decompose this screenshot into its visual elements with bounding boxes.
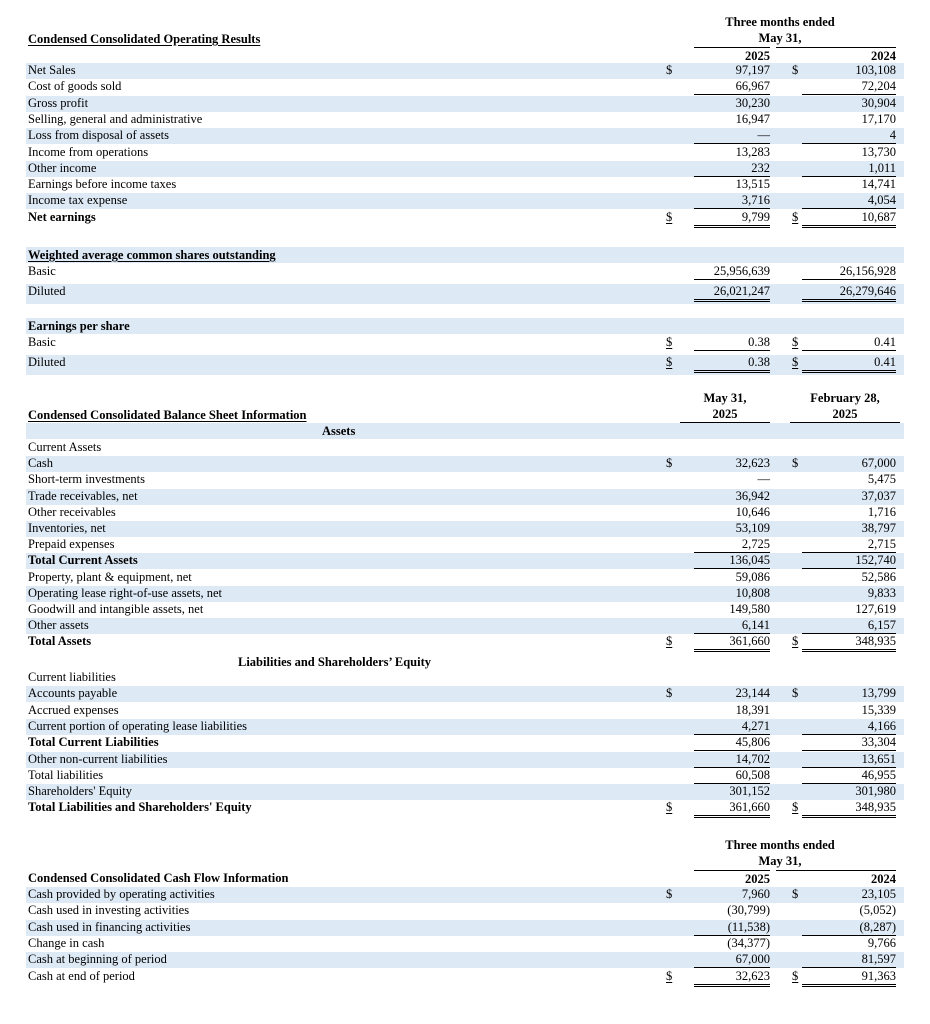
row-label: Shareholders' Equity bbox=[28, 784, 132, 799]
table-row bbox=[26, 768, 904, 784]
table-row bbox=[26, 686, 904, 702]
row-label: Loss from disposal of assets bbox=[28, 128, 169, 143]
balance-title: Condensed Consolidated Balance Sheet Information bbox=[28, 408, 307, 422]
table-row bbox=[26, 634, 904, 650]
row-label: Total liabilities bbox=[28, 767, 104, 782]
value-prior: 103,108 bbox=[855, 63, 896, 77]
row-label: Cash at end of period bbox=[28, 968, 135, 983]
value-prior: 26,279,646 bbox=[802, 284, 896, 302]
value-prior: 4 bbox=[802, 128, 896, 144]
value-current: 14,702 bbox=[694, 752, 770, 768]
currency-symbol: $ bbox=[666, 209, 673, 224]
cashflow-period-header-1: Three months ended bbox=[725, 838, 835, 852]
value-current: (11,538) bbox=[694, 920, 770, 936]
assets-header-band bbox=[26, 423, 904, 439]
value-current: (34,377) bbox=[727, 935, 770, 950]
row-label: Prepaid expenses bbox=[28, 537, 115, 552]
table-row bbox=[26, 112, 904, 128]
currency-symbol: $ bbox=[792, 456, 799, 471]
value-current: 232 bbox=[694, 161, 770, 177]
value-current: 136,045 bbox=[694, 553, 770, 569]
value-current: 10,646 bbox=[735, 504, 770, 519]
table-row bbox=[26, 553, 904, 569]
row-label: Net earnings bbox=[28, 209, 96, 224]
value-prior: (8,287) bbox=[802, 920, 896, 936]
row-label: Accrued expenses bbox=[28, 702, 119, 717]
value-prior: 37,037 bbox=[861, 488, 896, 503]
table-row bbox=[26, 96, 904, 112]
value-prior: 72,204 bbox=[802, 79, 896, 95]
row-label: Total Assets bbox=[28, 634, 92, 649]
cashflow-year-2: 2024 bbox=[776, 870, 896, 887]
value-prior: 13,651 bbox=[802, 752, 896, 768]
table-row bbox=[26, 355, 904, 375]
value-current: 2,725 bbox=[694, 537, 770, 553]
row-label: Cost of goods sold bbox=[28, 79, 122, 94]
table-row bbox=[26, 586, 904, 602]
value-current: 32,623 bbox=[694, 969, 770, 987]
table-row bbox=[26, 505, 904, 521]
currency-symbol: $ bbox=[666, 63, 673, 77]
value-prior: 9,766 bbox=[867, 935, 896, 950]
operating-year-2: 2024 bbox=[776, 47, 896, 64]
value-prior: 0.41 bbox=[802, 355, 896, 373]
row-label: Other receivables bbox=[28, 504, 116, 519]
value-current: 23,144 bbox=[735, 686, 770, 701]
value-prior: 26,156,928 bbox=[802, 264, 896, 280]
value-prior: 4,054 bbox=[802, 193, 896, 209]
row-label: Diluted bbox=[28, 355, 66, 369]
value-current: 3,716 bbox=[694, 193, 770, 209]
row-label: Net Sales bbox=[28, 63, 76, 77]
value-prior: 10,687 bbox=[802, 210, 896, 228]
currency-symbol: $ bbox=[792, 209, 799, 224]
cashflow-title: Condensed Consolidated Cash Flow Information bbox=[28, 871, 289, 885]
value-prior: 67,000 bbox=[861, 456, 896, 471]
currency-symbol: $ bbox=[666, 634, 673, 649]
value-current: 361,660 bbox=[694, 634, 770, 652]
currency-symbol: $ bbox=[792, 335, 799, 349]
row-label: Cash provided by operating activities bbox=[28, 887, 215, 901]
table-row bbox=[26, 969, 904, 985]
value-current: 67,000 bbox=[694, 952, 770, 968]
table-row bbox=[26, 79, 904, 95]
value-current: (30,799) bbox=[727, 903, 770, 918]
value-current: 30,230 bbox=[735, 95, 770, 110]
table-row bbox=[26, 456, 904, 472]
cashflow-period-header-2: May 31, bbox=[758, 854, 802, 868]
table-row bbox=[26, 161, 904, 177]
value-prior: 81,597 bbox=[802, 952, 896, 968]
table-row bbox=[26, 887, 904, 903]
currency-symbol: $ bbox=[792, 686, 799, 701]
value-current: — bbox=[757, 472, 770, 487]
table-row bbox=[26, 284, 904, 304]
table-row bbox=[26, 537, 904, 553]
table-row bbox=[26, 440, 904, 456]
value-prior: 5,475 bbox=[867, 472, 896, 487]
row-label: Other income bbox=[28, 160, 97, 175]
row-label: Change in cash bbox=[28, 935, 105, 950]
table-row bbox=[26, 521, 904, 537]
value-current: 6,141 bbox=[694, 618, 770, 634]
value-current: 13,515 bbox=[735, 177, 770, 192]
value-current: 36,942 bbox=[735, 488, 770, 503]
currency-symbol: $ bbox=[666, 456, 673, 471]
row-label: Operating lease right-of-use assets, net bbox=[28, 585, 223, 600]
value-current: 149,580 bbox=[729, 602, 770, 616]
table-row bbox=[26, 936, 904, 952]
table-row bbox=[26, 570, 904, 586]
table-row bbox=[26, 193, 904, 209]
operating-period-header-1: Three months ended bbox=[725, 15, 835, 29]
row-label: Goodwill and intangible assets, net bbox=[28, 602, 204, 616]
table-row bbox=[26, 210, 904, 226]
balance-col2-header-2: 2025 bbox=[790, 407, 900, 423]
value-prior: 15,339 bbox=[861, 702, 896, 717]
table-row bbox=[26, 903, 904, 919]
row-label: Cash used in investing activities bbox=[28, 903, 190, 918]
row-label: Total Liabilities and Shareholders' Equity bbox=[28, 800, 252, 815]
value-prior: 1,011 bbox=[802, 161, 896, 177]
value-current: 26,021,247 bbox=[694, 284, 770, 302]
table-row bbox=[26, 752, 904, 768]
operating-title: Condensed Consolidated Operating Results bbox=[28, 32, 261, 46]
row-label: Total Current Assets bbox=[28, 553, 138, 568]
row-label: Accounts payable bbox=[28, 686, 118, 701]
table-row bbox=[26, 952, 904, 968]
value-current: 361,660 bbox=[694, 800, 770, 818]
row-label: Income from operations bbox=[28, 144, 149, 159]
value-current: 45,806 bbox=[694, 735, 770, 751]
operating-year-1: 2025 bbox=[694, 47, 770, 64]
balance-col1-header-2: 2025 bbox=[680, 407, 770, 423]
value-current: 97,197 bbox=[735, 63, 770, 77]
currency-symbol: $ bbox=[666, 355, 673, 369]
value-current: 59,086 bbox=[735, 569, 770, 584]
value-prior: 2,715 bbox=[802, 537, 896, 553]
currency-symbol: $ bbox=[666, 800, 673, 815]
table-row bbox=[26, 784, 904, 800]
table-row bbox=[26, 264, 904, 284]
table-row bbox=[26, 177, 904, 193]
table-row bbox=[26, 472, 904, 488]
currency-symbol: $ bbox=[666, 335, 673, 349]
value-prior: 52,586 bbox=[861, 569, 896, 584]
row-label: Other assets bbox=[28, 618, 89, 633]
value-prior: 33,304 bbox=[802, 735, 896, 751]
row-label: Cash at beginning of period bbox=[28, 952, 167, 967]
currency-symbol: $ bbox=[666, 887, 673, 901]
cashflow-year-1: 2025 bbox=[694, 870, 770, 887]
value-current: 66,967 bbox=[694, 79, 770, 95]
value-current: 0.38 bbox=[694, 355, 770, 373]
row-label: Property, plant & equipment, net bbox=[28, 569, 192, 584]
value-current: 16,947 bbox=[735, 111, 770, 126]
value-prior: 127,619 bbox=[855, 602, 896, 616]
row-label: Income tax expense bbox=[28, 193, 128, 208]
value-prior: (5,052) bbox=[859, 903, 896, 918]
table-row bbox=[26, 128, 904, 144]
value-current: 13,283 bbox=[735, 144, 770, 159]
value-current: 0.38 bbox=[694, 335, 770, 351]
table-row bbox=[26, 145, 904, 161]
assets-header: Assets bbox=[322, 424, 356, 438]
value-prior: 38,797 bbox=[861, 521, 896, 535]
value-prior: 23,105 bbox=[861, 887, 896, 901]
table-row bbox=[26, 735, 904, 751]
value-current: 10,808 bbox=[735, 585, 770, 600]
value-prior: 9,833 bbox=[867, 585, 896, 600]
table-row bbox=[26, 63, 904, 79]
value-current: 60,508 bbox=[694, 768, 770, 784]
liabilities-header: Liabilities and Shareholders’ Equity bbox=[238, 655, 431, 669]
currency-symbol: $ bbox=[792, 63, 799, 77]
table-row bbox=[26, 335, 904, 355]
row-label: Selling, general and administrative bbox=[28, 111, 203, 126]
value-current: 25,956,639 bbox=[694, 264, 770, 280]
value-prior: 348,935 bbox=[802, 800, 896, 818]
operating-period-header-2: May 31, bbox=[758, 31, 802, 45]
balance-col2-header-1: February 28, bbox=[810, 391, 880, 405]
value-current: 18,391 bbox=[735, 702, 770, 717]
table-row bbox=[26, 489, 904, 505]
row-label: Total Current Liabilities bbox=[28, 735, 159, 750]
currency-symbol: $ bbox=[792, 800, 799, 815]
value-current: 4,271 bbox=[694, 719, 770, 735]
table-row bbox=[26, 703, 904, 719]
value-prior: 13,730 bbox=[861, 144, 896, 159]
currency-symbol: $ bbox=[666, 686, 673, 701]
eps-title: Earnings per share bbox=[28, 319, 130, 333]
value-prior: 4,166 bbox=[802, 719, 896, 735]
value-prior: 152,740 bbox=[802, 553, 896, 569]
currency-symbol: $ bbox=[666, 968, 673, 983]
row-label: Gross profit bbox=[28, 95, 89, 110]
row-label: Basic bbox=[28, 264, 56, 278]
row-label: Cash bbox=[28, 456, 53, 471]
shares-title: Weighted average common shares outstanding bbox=[28, 248, 276, 262]
value-prior: 6,157 bbox=[802, 618, 896, 634]
row-label: Cash used in financing activities bbox=[28, 919, 191, 934]
currency-symbol: $ bbox=[792, 634, 799, 649]
value-prior: 14,741 bbox=[861, 177, 896, 192]
value-prior: 30,904 bbox=[861, 95, 896, 110]
value-prior: 46,955 bbox=[802, 768, 896, 784]
value-prior: 0.41 bbox=[802, 335, 896, 351]
table-row bbox=[26, 800, 904, 816]
row-label: Diluted bbox=[28, 284, 66, 298]
row-label: Inventories, net bbox=[28, 521, 106, 535]
currency-symbol: $ bbox=[792, 968, 799, 983]
currency-symbol: $ bbox=[792, 355, 799, 369]
value-current: 9,799 bbox=[694, 210, 770, 228]
value-prior: 1,716 bbox=[867, 504, 896, 519]
row-label: Other non-current liabilities bbox=[28, 751, 168, 766]
table-row bbox=[26, 670, 904, 686]
value-prior: 348,935 bbox=[802, 634, 896, 652]
balance-col1-header-1: May 31, bbox=[703, 391, 747, 405]
value-prior: 17,170 bbox=[861, 111, 896, 126]
value-current: 7,960 bbox=[741, 887, 770, 901]
value-current: 32,623 bbox=[735, 456, 770, 471]
row-label: Current Assets bbox=[28, 440, 102, 454]
table-row bbox=[26, 602, 904, 618]
value-current: 53,109 bbox=[735, 521, 770, 535]
row-label: Short-term investments bbox=[28, 472, 145, 487]
eps-title-band bbox=[26, 318, 904, 334]
currency-symbol: $ bbox=[792, 887, 799, 901]
row-label: Trade receivables, net bbox=[28, 488, 138, 503]
row-label: Current portion of operating lease liabilities bbox=[28, 718, 248, 733]
value-current: — bbox=[694, 128, 770, 144]
value-prior: 301,980 bbox=[855, 784, 896, 799]
table-row bbox=[26, 920, 904, 936]
row-label: Basic bbox=[28, 335, 56, 349]
value-prior: 91,363 bbox=[802, 969, 896, 987]
value-current: 301,152 bbox=[729, 784, 770, 799]
row-label: Earnings before income taxes bbox=[28, 177, 177, 192]
table-row bbox=[26, 618, 904, 634]
value-prior: 13,799 bbox=[861, 686, 896, 701]
row-label: Current liabilities bbox=[28, 670, 116, 684]
table-row bbox=[26, 719, 904, 735]
